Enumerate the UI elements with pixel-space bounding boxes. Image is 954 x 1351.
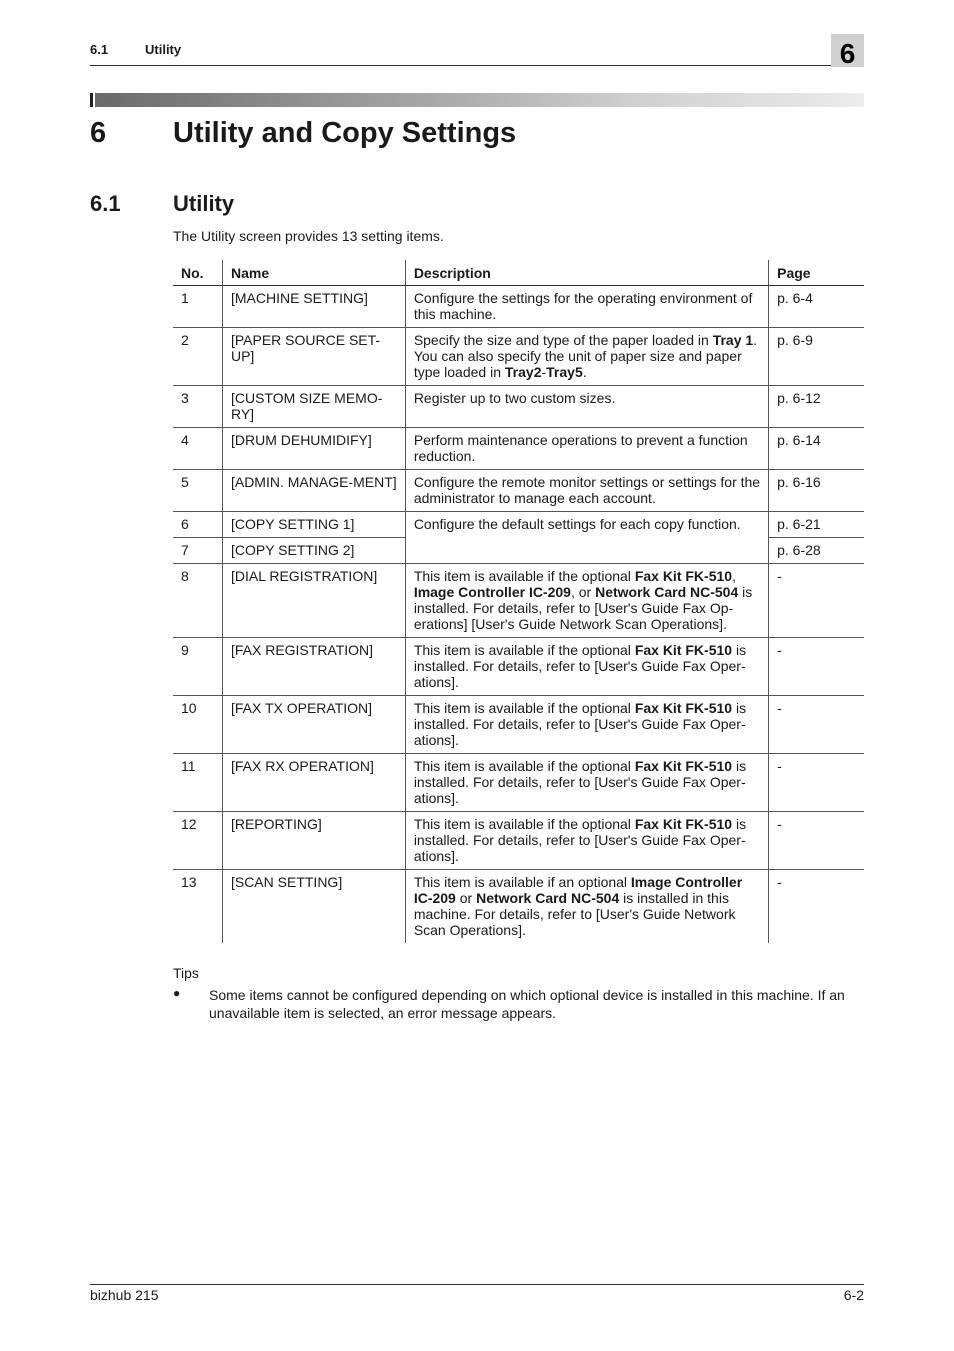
- setting-description: [405, 470, 768, 512]
- row-number: 12: [173, 812, 222, 870]
- row-number: 5: [173, 470, 222, 512]
- running-header-section-number: 6.1: [90, 42, 109, 57]
- description-emphasis: Fax Kit FK-510: [634, 642, 733, 658]
- description-emphasis: Image Controller IC-209: [413, 874, 743, 906]
- table-row: [173, 428, 864, 470]
- description-emphasis: Fax Kit FK-510: [634, 758, 733, 774]
- setting-name: [MACHINE SETTING]: [222, 286, 405, 328]
- chapter-tab: 6: [831, 34, 864, 67]
- row-number: 8: [173, 564, 222, 638]
- row-number: 6: [173, 512, 222, 538]
- row-number: 2: [173, 328, 222, 386]
- description-text: Specify the size and type of the paper loaded in: [413, 332, 713, 348]
- setting-name: [SCAN SETTING]: [222, 870, 405, 944]
- description-emphasis: Fax Kit FK-510: [634, 816, 733, 832]
- description-text: This item is available if the optional: [413, 700, 635, 716]
- page-reference: p. 6-21: [769, 512, 864, 538]
- description-text: Configure the remote monitor settings or settings for the administrator to manage each account.: [413, 474, 761, 506]
- setting-name: [DRUM DEHUMIDIFY]: [222, 428, 405, 470]
- description-text: Perform maintenance operations to prevent a function reduction.: [413, 432, 748, 464]
- running-header-section-title: Utility: [145, 42, 182, 57]
- section-number: 6.1: [90, 191, 121, 216]
- row-number: 13: [181, 874, 197, 890]
- setting-description: [405, 328, 768, 386]
- chapter-gradient-bar: [90, 93, 864, 107]
- description-emphasis: Tray5: [546, 364, 583, 380]
- description-text: ,: [732, 568, 736, 584]
- setting-description: [405, 286, 768, 328]
- setting-name: [REPORTING]: [222, 812, 405, 870]
- footer-page-number: 6-2: [843, 1287, 864, 1303]
- table-row: [173, 754, 864, 812]
- table-row: [173, 696, 864, 754]
- row-number: 7: [173, 538, 222, 564]
- header-rule: [90, 65, 831, 66]
- row-number: 3: [173, 386, 222, 428]
- footer-rule: [90, 1284, 864, 1285]
- row-number: 4: [173, 428, 222, 470]
- setting-name: [FAX TX OPERATION]: [222, 696, 405, 754]
- column-header-no: No.: [173, 260, 222, 286]
- description-text: .: [582, 364, 587, 380]
- row-number: 10: [173, 696, 222, 754]
- table-header-row: [173, 260, 864, 286]
- table-body: [173, 286, 864, 944]
- table-row: [173, 638, 864, 696]
- description-text: Register up to two custom sizes.: [413, 390, 616, 406]
- description-emphasis: Fax Kit FK-510: [634, 700, 733, 716]
- setting-description: [405, 754, 768, 812]
- description-text: is installed. For details, refer to [User's Guide Fax Oper-ations].: [413, 816, 747, 864]
- page-reference: -: [769, 754, 864, 812]
- page-reference: p. 6-9: [769, 328, 864, 386]
- column-header-page: Page: [769, 260, 864, 286]
- chapter-number: 6: [90, 117, 107, 149]
- setting-description: [405, 870, 768, 944]
- description-text: is installed. For details, refer to [User's Guide Fax Oper-ations].: [413, 758, 747, 806]
- description-text: This item is available if the optional: [413, 642, 635, 658]
- page-reference: -: [769, 870, 864, 944]
- table-row: [173, 286, 864, 328]
- setting-name: [COPY SETTING 2]: [222, 538, 405, 564]
- row-number: 1: [173, 286, 222, 328]
- row-number: 9: [173, 638, 222, 696]
- page-reference: p. 6-28: [769, 538, 864, 564]
- setting-name: [ADMIN. MANAGE-MENT]: [222, 470, 405, 512]
- description-text: . You can also specify the unit of paper size and paper type loaded in: [413, 332, 758, 380]
- tip-text: Some items cannot be configured depending on which optional device is installed in this machine. If an unavailable item is selected, an error message appears.: [209, 987, 845, 1021]
- setting-name: [CUSTOM SIZE MEMO-RY]: [222, 386, 405, 428]
- row-number: 11: [173, 754, 222, 812]
- description-text: -: [541, 364, 547, 380]
- description-text: Configure the settings for the operating environment of this machine.: [413, 290, 753, 322]
- setting-description: [405, 638, 768, 696]
- tips-label: Tips: [173, 965, 199, 981]
- page-reference: -: [769, 812, 864, 870]
- page-reference: -: [769, 638, 864, 696]
- page-reference: -: [769, 696, 864, 754]
- table-row: [173, 870, 864, 944]
- setting-description: [405, 512, 768, 564]
- page-reference: p. 6-12: [769, 386, 864, 428]
- description-emphasis: Fax Kit FK-510: [634, 568, 733, 584]
- section-title: Utility: [173, 191, 235, 216]
- utility-settings-table: [173, 260, 864, 943]
- page-reference: p. 6-4: [769, 286, 864, 328]
- bullet-icon: ●: [173, 986, 181, 1000]
- description-text: is installed. For details, refer to [User's Guide Fax Oper-ations].: [413, 700, 747, 748]
- description-emphasis: Tray 1: [712, 332, 754, 348]
- table-row: [173, 564, 864, 638]
- setting-description: [405, 386, 768, 428]
- setting-description: [405, 564, 768, 638]
- table-row: [173, 386, 864, 428]
- description-text: , or: [570, 584, 596, 600]
- description-text: is installed. For details, refer to [User's Guide Fax Oper-ations].: [413, 642, 747, 690]
- setting-name: [FAX REGISTRATION]: [222, 638, 405, 696]
- setting-description: [405, 428, 768, 470]
- description-emphasis: Image Controller IC-209: [413, 584, 571, 600]
- setting-name: [DIAL REGISTRATION]: [222, 564, 405, 638]
- setting-description: [405, 812, 768, 870]
- table-row: [173, 512, 864, 538]
- description-emphasis: Network Card NC-504: [595, 584, 739, 600]
- description-text: or: [455, 890, 477, 906]
- page-reference: p. 6-14: [769, 428, 864, 470]
- footer-model: bizhub 215: [90, 1287, 159, 1303]
- intro-text: The Utility screen provides 13 setting items.: [173, 228, 444, 244]
- table-row: [173, 470, 864, 512]
- setting-name: [PAPER SOURCE SET-UP]: [222, 328, 405, 386]
- page-reference: p. 6-16: [769, 470, 864, 512]
- description-text: This item is available if an optional: [413, 874, 631, 890]
- description-text: This item is available if the optional: [413, 568, 635, 584]
- description-text: Configure the default settings for each copy function.: [413, 516, 741, 532]
- setting-description: [405, 696, 768, 754]
- table-row: [173, 812, 864, 870]
- description-text: is installed. For details, refer to [User's Guide Fax Op-erations] [User's Guide Network Scan Operations].: [413, 584, 753, 632]
- column-header-description: Description: [405, 260, 768, 286]
- column-header-name: Name: [222, 260, 405, 286]
- setting-name: [COPY SETTING 1]: [222, 512, 405, 538]
- description-text: is installed in this machine. For details, refer to [User's Guide Network Scan Operations].: [413, 890, 736, 938]
- description-text: This item is available if the optional: [413, 816, 635, 832]
- setting-name: [FAX RX OPERATION]: [222, 754, 405, 812]
- chapter-title: Utility and Copy Settings: [173, 117, 517, 149]
- description-emphasis: Network Card NC-504: [476, 890, 620, 906]
- description-emphasis: Tray2: [504, 364, 542, 380]
- page-reference: -: [769, 564, 864, 638]
- table-row: [173, 328, 864, 386]
- description-text: This item is available if the optional: [413, 758, 635, 774]
